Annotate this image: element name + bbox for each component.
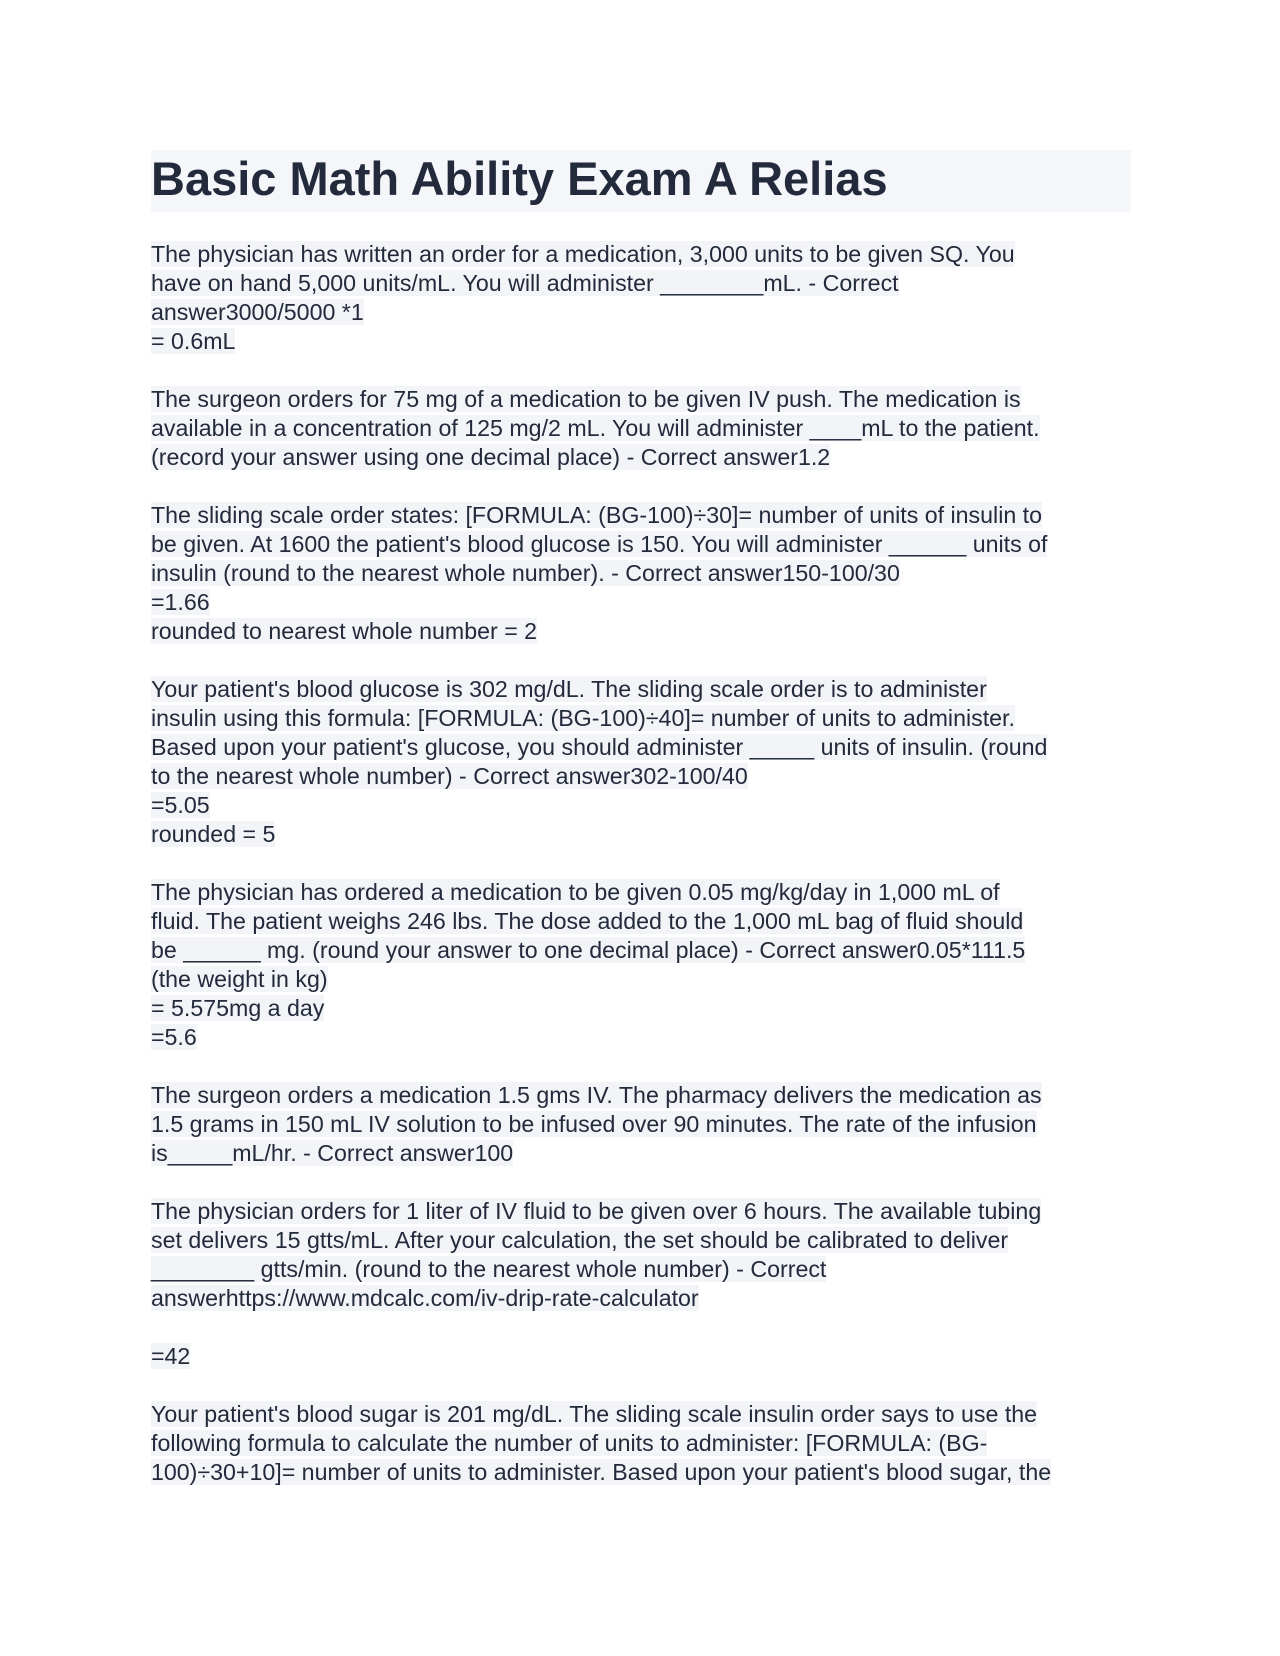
text-line [151,1139,1131,1168]
text-line-content: =5.6 [151,1024,197,1050]
text-line [151,385,1131,414]
text-line-content: answerhttps://www.mdcalc.com/iv-drip-rate-calculator [151,1285,699,1311]
text-line [151,501,1131,530]
text-line-content: rounded to nearest whole number = 2 [151,618,538,644]
text-line-content: 100)÷30+10]= number of units to administer. Based upon your patient's blood sugar, the [151,1459,1052,1485]
question-block [151,1400,1131,1487]
text-line [151,1081,1131,1110]
text-line [151,240,1131,269]
text-line [151,704,1131,733]
text-line [151,530,1131,559]
text-line [151,1255,1131,1284]
question-list [151,240,1131,1487]
question-block [151,1081,1131,1168]
text-line-content: have on hand 5,000 units/mL. You will administer ________mL. - Correct [151,270,899,296]
text-line-content: be ______ mg. (round your answer to one decimal place) - Correct answer0.05*111.5 [151,937,1026,963]
document-page [151,150,1131,1487]
text-line-content: The physician has ordered a medication to be given 0.05 mg/kg/day in 1,000 mL of [151,879,1000,905]
text-line [151,994,1131,1023]
text-line-content: insulin (round to the nearest whole number). - Correct answer150-100/30 [151,560,900,586]
text-line [151,936,1131,965]
text-line-content: Based upon your patient's glucose, you should administer _____ units of insulin. (round [151,734,1048,760]
text-line [151,1429,1131,1458]
text-line-content: = 0.6mL [151,328,236,354]
text-line [151,878,1131,907]
text-line-content: (record your answer using one decimal place) - Correct answer1.2 [151,444,831,470]
text-line-content: =42 [151,1343,191,1369]
text-line-content: The physician orders for 1 liter of IV fluid to be given over 6 hours. The available tubing [151,1198,1042,1224]
text-line-content: (the weight in kg) [151,966,328,992]
text-line [151,1284,1131,1313]
text-line [151,1458,1131,1487]
text-line-content: rounded = 5 [151,821,276,847]
text-line [151,588,1131,617]
text-line [151,1023,1131,1052]
text-line-content: is_____mL/hr. - Correct answer100 [151,1140,514,1166]
question-block [151,1197,1131,1371]
text-line-content: to the nearest whole number) - Correct answer302-100/40 [151,763,748,789]
text-line-content: The sliding scale order states: [FORMULA: (BG-100)÷30]= number of units of insulin to [151,502,1043,528]
text-line [151,269,1131,298]
text-line [151,675,1131,704]
text-line-content: The physician has written an order for a medication, 3,000 units to be given SQ. You [151,241,1015,267]
question-block [151,675,1131,849]
text-line [151,1197,1131,1226]
blank-line [151,1313,1131,1342]
text-line [151,762,1131,791]
text-line-content: Your patient's blood sugar is 201 mg/dL. The sliding scale insulin order says to use the [151,1401,1038,1427]
text-line [151,1226,1131,1255]
text-line-content: =1.66 [151,589,210,615]
text-line-content: = 5.575mg a day [151,995,325,1021]
question-block [151,501,1131,646]
text-line-content: set delivers 15 gtts/mL. After your calculation, the set should be calibrated to deliver [151,1227,1009,1253]
text-line-content: 1.5 grams in 150 mL IV solution to be infused over 90 minutes. The rate of the infusion [151,1111,1037,1137]
document-title: Basic Math Ability Exam A Relias [151,150,1131,212]
text-line [151,617,1131,646]
text-line [151,907,1131,936]
text-line [151,791,1131,820]
text-line [151,298,1131,327]
question-block [151,240,1131,356]
text-line-content: answer3000/5000 *1 [151,299,364,325]
text-line-content: available in a concentration of 125 mg/2 mL. You will administer ____mL to the patient. [151,415,1040,441]
text-line-content: The surgeon orders a medication 1.5 gms IV. The pharmacy delivers the medication as [151,1082,1042,1108]
text-line-content: The surgeon orders for 75 mg of a medication to be given IV push. The medication is [151,386,1021,412]
text-line [151,327,1131,356]
text-line-content: be given. At 1600 the patient's blood glucose is 150. You will administer ______ units of [151,531,1048,557]
text-line-content: insulin using this formula: [FORMULA: (BG-100)÷40]= number of units to administer. [151,705,1015,731]
text-line [151,965,1131,994]
text-line [151,1110,1131,1139]
question-block [151,878,1131,1052]
text-line [151,443,1131,472]
text-line-content: following formula to calculate the number of units to administer: [FORMULA: (BG- [151,1430,988,1456]
text-line-content: Your patient's blood glucose is 302 mg/dL. The sliding scale order is to administer [151,676,987,702]
text-line [151,820,1131,849]
text-line [151,1342,1131,1371]
text-line-content: =5.05 [151,792,210,818]
text-line [151,414,1131,443]
text-line [151,1400,1131,1429]
text-line-content: fluid. The patient weighs 246 lbs. The dose added to the 1,000 mL bag of fluid should [151,908,1024,934]
text-line [151,559,1131,588]
text-line-content: ________ gtts/min. (round to the nearest whole number) - Correct [151,1256,827,1282]
question-block [151,385,1131,472]
text-line [151,733,1131,762]
